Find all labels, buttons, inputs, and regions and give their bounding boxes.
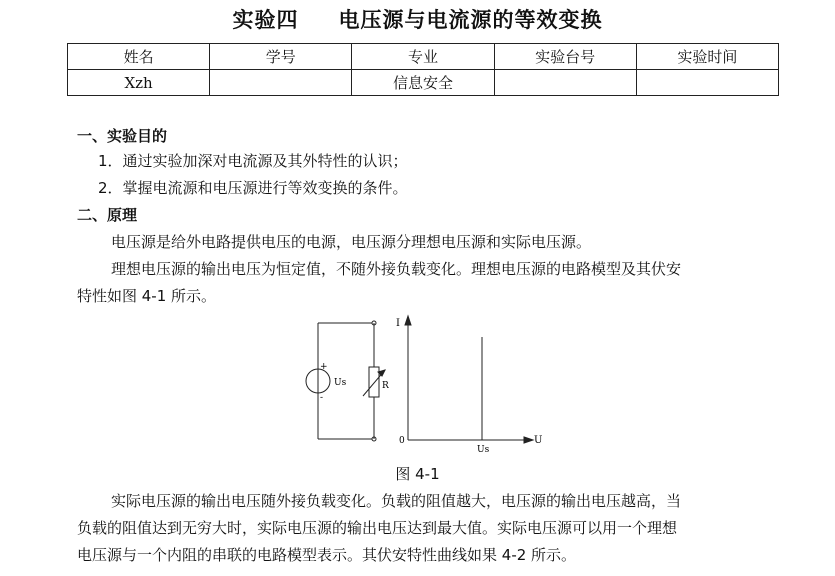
origin-label: 0	[399, 436, 405, 446]
principle-paragraph-3-line-1: 实际电压源的输出电压随外接负载变化。负载的阻值越大，电压源的输出电压越高，当	[111, 492, 682, 510]
experiment-number: 实验四	[232, 8, 299, 32]
value-major: 信息安全	[352, 70, 494, 96]
figure-caption: 图 4-1	[395, 465, 440, 483]
resistor-label: R	[382, 381, 389, 391]
value-experiment-time	[636, 70, 778, 96]
objective-item-1: 1．通过实验加深对电流源及其外特性的认识；	[98, 152, 408, 170]
header-student-id: 学号	[210, 44, 352, 70]
y-axis-label: I	[396, 318, 400, 329]
resistor-symbol	[369, 367, 379, 397]
header-major: 专业	[352, 44, 494, 70]
info-table	[67, 43, 779, 96]
figure-4-1	[300, 312, 560, 462]
info-value-row	[68, 70, 779, 96]
principle-paragraph-2-line-2: 特性如图 4-1 所示。	[77, 287, 217, 305]
source-label: Us	[334, 378, 347, 388]
section-heading-objectives: 一、实验目的	[77, 127, 168, 145]
header-name: 姓名	[68, 44, 210, 70]
x-axis-label: U	[534, 435, 543, 446]
iv-graph	[405, 316, 533, 443]
page-title	[0, 4, 835, 34]
source-plus-sign: +	[320, 362, 328, 372]
experiment-name: 电压源与电流源的等效变换	[338, 8, 603, 32]
principle-paragraph-2-line-1: 理想电压源的输出电压为恒定值，不随外接负载变化。理想电压源的电路模型及其伏安	[111, 260, 682, 278]
y-axis-arrowhead	[405, 316, 411, 325]
value-name: Xzh	[68, 70, 210, 96]
header-bench-number: 实验台号	[494, 44, 636, 70]
source-minus-sign: -	[320, 393, 324, 403]
principle-paragraph-1: 电压源是给外电路提供电压的电源，电压源分理想电压源和实际电压源。	[111, 233, 592, 251]
header-experiment-time: 实验时间	[636, 44, 778, 70]
section-heading-principle: 二、原理	[77, 206, 138, 224]
principle-paragraph-3-line-2: 负载的阻值达到无穷大时，实际电压源的输出电压达到最大值。实际电压源可以用一个理想	[77, 519, 678, 537]
objective-item-2: 2．掌握电流源和电压源进行等效变换的条件。	[98, 179, 408, 197]
info-header-row	[68, 44, 779, 70]
x-axis-mark-label: Us	[477, 445, 490, 455]
value-student-id	[210, 70, 352, 96]
value-bench-number	[494, 70, 636, 96]
x-axis-arrowhead	[524, 437, 533, 443]
principle-paragraph-3-line-3: 电压源与一个内阻的串联的电路模型表示。其伏安特性曲线如果 4-2 所示。	[77, 546, 577, 564]
